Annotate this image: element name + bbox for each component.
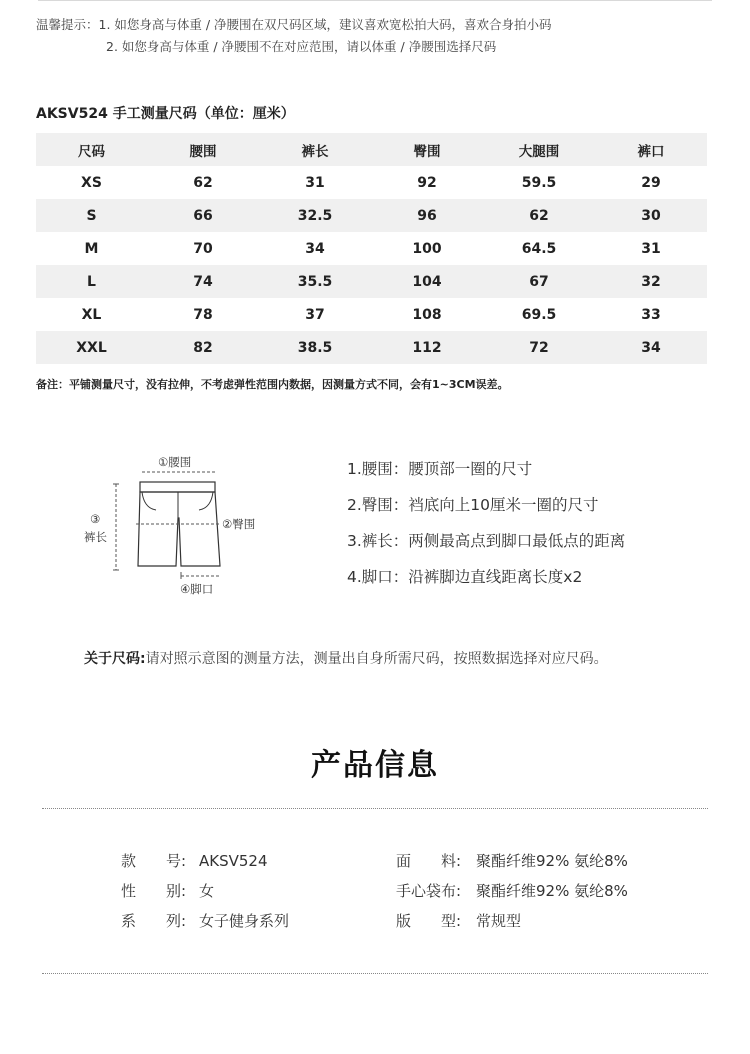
about-size <box>84 645 674 673</box>
table-cell: 66 <box>193 207 213 224</box>
tip-line-1: 温馨提示：1. 如您身高与体重 / 净腰围在双尺码区域，建议喜欢宽松拍大码，喜欢合身拍小码 <box>36 17 552 32</box>
table-cell: 38.5 <box>297 339 333 356</box>
info-key: 手心袋布: <box>396 882 462 900</box>
header-cell: 尺码 <box>78 143 105 160</box>
table-cell: 59.5 <box>521 174 557 191</box>
info-value: 女子健身系列 <box>199 912 290 930</box>
table-row <box>36 232 707 265</box>
definition-item: 4.脚口：沿裤脚边直线距离长度x2 <box>347 568 583 586</box>
shorts-diagram <box>80 452 280 602</box>
dotted-divider <box>42 808 708 809</box>
product-info-left <box>121 846 289 936</box>
header-cell: 大腿围 <box>518 143 560 160</box>
table-cell: 72 <box>529 339 549 356</box>
tip-line-2: 2. 如您身高与体重 / 净腰围不在对应范围，请以体重 / 净腰围选择尺码 <box>106 39 497 54</box>
size-table-header <box>36 133 707 166</box>
table-cell: 32.5 <box>297 207 333 224</box>
length-label: 裤长 <box>84 530 107 544</box>
table-cell: 82 <box>193 339 213 356</box>
info-key: 面 料: <box>396 852 462 870</box>
header-cell: 臀围 <box>413 143 441 160</box>
table-cell: 100 <box>412 240 442 257</box>
hip-label: ②臀围 <box>222 517 256 531</box>
info-value: 常规型 <box>476 912 522 930</box>
size-tips <box>36 14 552 58</box>
table-cell: 70 <box>193 240 213 257</box>
table-cell: 34 <box>641 339 661 356</box>
definition-item: 2.臀围：裆底向上10厘米一圈的尺寸 <box>347 496 599 514</box>
info-key: 款 号: <box>121 852 187 870</box>
table-cell: 62 <box>529 207 549 224</box>
product-info-title: 产品信息 <box>311 748 439 783</box>
info-key: 版 型: <box>396 912 462 930</box>
table-cell: 92 <box>417 174 437 191</box>
table-cell: 32 <box>641 273 661 290</box>
measurement-note: 备注：平铺测量尺寸，没有拉伸，不考虑弹性范围内数据，因测量方式不同，会有1~3CM误差。 <box>36 378 509 391</box>
info-key: 系 列: <box>121 912 187 930</box>
table-cell: 34 <box>305 240 325 257</box>
table-cell: 31 <box>305 174 325 191</box>
table-row <box>36 166 707 199</box>
table-cell: 33 <box>641 306 661 323</box>
info-row <box>396 906 628 936</box>
info-row <box>396 846 628 876</box>
table-cell: 37 <box>305 306 325 323</box>
definition-item: 3.裤长：两侧最高点到脚口最低点的距离 <box>347 532 626 550</box>
table-cell: 30 <box>641 207 661 224</box>
header-cell: 裤口 <box>637 143 665 160</box>
table-cell: 78 <box>193 306 213 323</box>
table-row <box>36 331 707 364</box>
measurement-definitions <box>347 451 625 595</box>
info-value: 聚酯纤维92% 氨纶8% <box>476 852 628 870</box>
table-cell: XL <box>81 306 102 323</box>
table-cell: 96 <box>417 207 437 224</box>
info-value: 聚酯纤维92% 氨纶8% <box>476 882 628 900</box>
table-cell: 112 <box>412 339 442 356</box>
table-cell: 64.5 <box>521 240 557 257</box>
length-number-label: ③ <box>90 512 101 526</box>
waist-label: ①腰围 <box>158 455 192 469</box>
top-divider <box>38 0 712 1</box>
info-value: 女 <box>199 882 215 900</box>
info-row <box>121 906 289 936</box>
info-row <box>121 876 289 906</box>
info-value: AKSV524 <box>199 852 268 870</box>
table-cell: S <box>86 207 97 224</box>
info-row <box>121 846 289 876</box>
table-cell: 108 <box>412 306 442 323</box>
about-size-label: 关于尺码: <box>84 651 146 667</box>
definition-item: 1.腰围：腰顶部一圈的尺寸 <box>347 460 533 478</box>
table-cell: 35.5 <box>297 273 333 290</box>
table-cell: 104 <box>412 273 442 290</box>
header-cell: 腰围 <box>189 143 217 160</box>
table-cell: L <box>87 273 96 290</box>
dotted-divider <box>42 973 708 974</box>
about-size-text: 请对照示意图的测量方法，测量出自身所需尺码，按照数据选择对应尺码。 <box>145 651 608 667</box>
table-row <box>36 265 707 298</box>
header-cell: 裤长 <box>301 143 329 160</box>
table-cell: XS <box>81 174 102 191</box>
table-cell: 69.5 <box>521 306 557 323</box>
table-cell: 67 <box>529 273 549 290</box>
product-info-right <box>396 846 628 936</box>
info-row <box>396 876 628 906</box>
table-row <box>36 298 707 331</box>
size-table-title: AKSV524 手工测量尺码（单位：厘米） <box>36 106 295 122</box>
table-cell: 29 <box>641 174 661 191</box>
table-cell: M <box>84 240 99 257</box>
info-key: 性 别: <box>121 882 187 900</box>
table-cell: XXL <box>76 339 107 356</box>
size-table <box>36 133 707 364</box>
table-cell: 31 <box>641 240 661 257</box>
table-row <box>36 199 707 232</box>
hem-label: ④脚口 <box>180 582 214 596</box>
table-cell: 74 <box>193 273 213 290</box>
table-cell: 62 <box>193 174 213 191</box>
